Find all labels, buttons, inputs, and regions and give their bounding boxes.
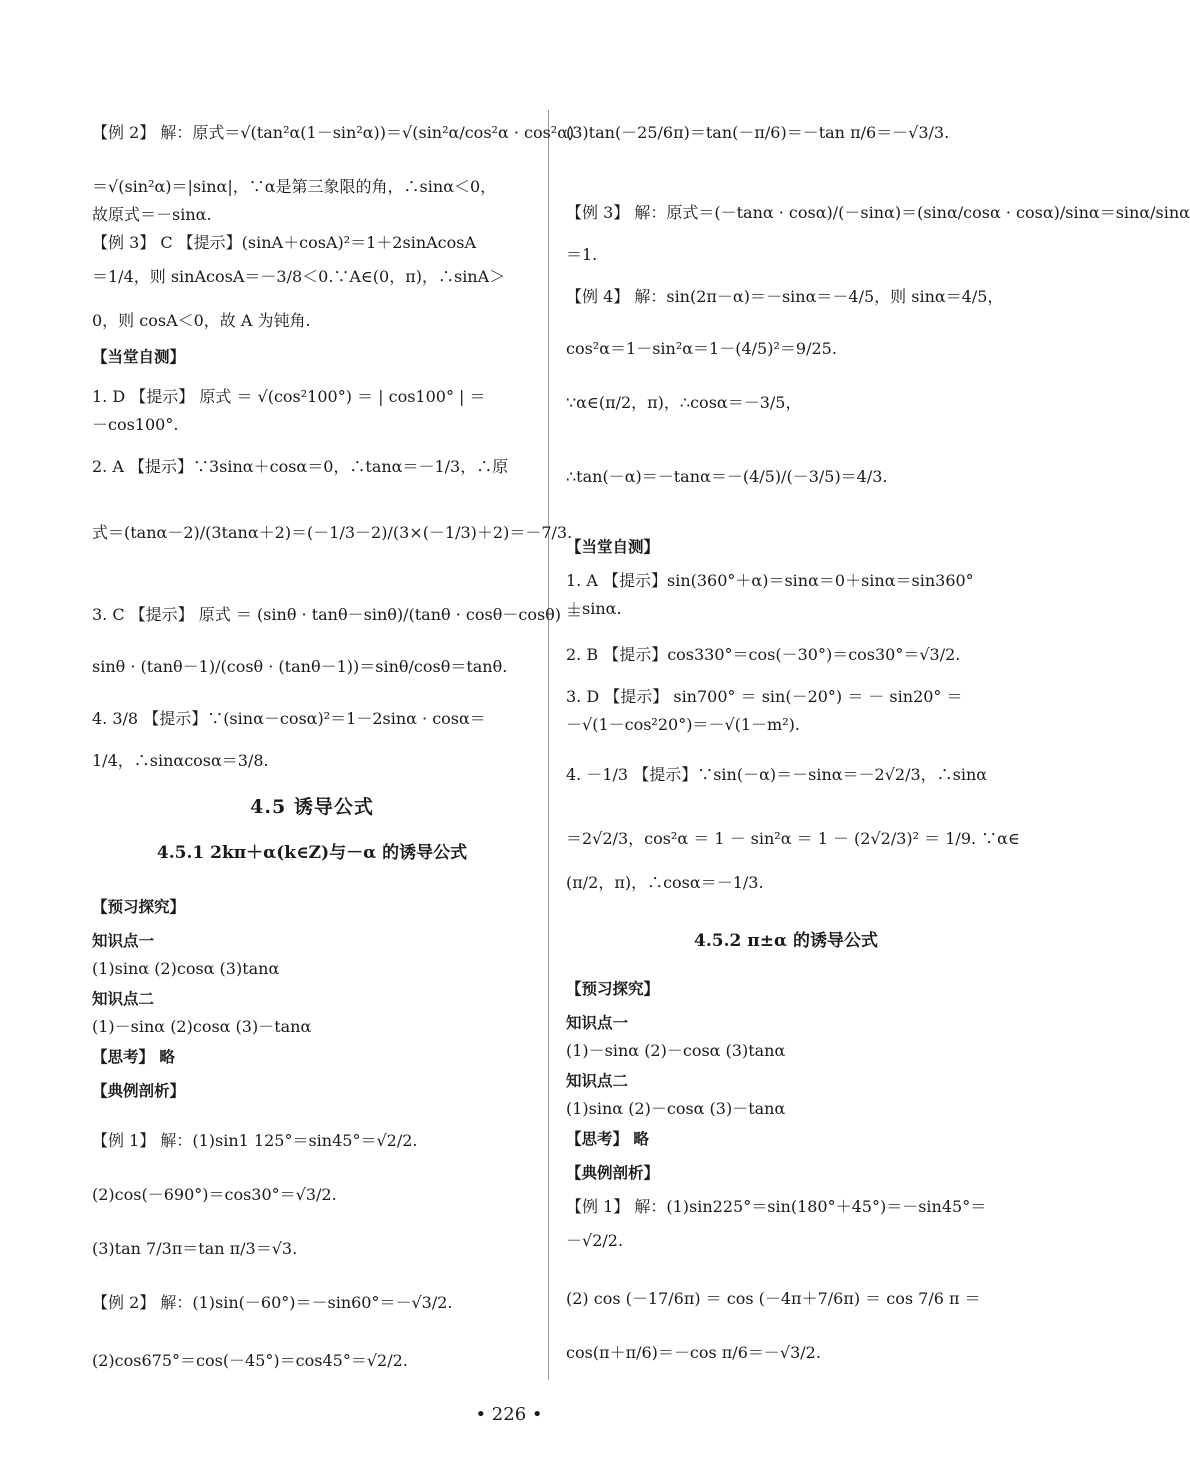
right-line-1: 【例 3】 解：原式＝(－tanα · cosα)/(－sinα)＝(sinα/cosα · cosα)/sinα＝sinα/sinα [566, 203, 1190, 222]
left-line-14: 1/4，∴sinαcosα＝3/8. [92, 751, 269, 770]
left-line-19: (1)sinα (2)cosα (3)tanα [92, 959, 280, 978]
right-line-24: 【例 1】 解：(1)sin225°＝sin(180°＋45°)＝－sin45°＝ [566, 1197, 987, 1216]
left-line-4: ＝1/4，则 sinAcosA＝－3/8＜0.∵A∈(0，π)，∴sinA＞ [92, 267, 506, 286]
left-line-7: 1. D 【提示】 原式 ＝ √(cos²100°) ＝ | cos100° | ＝ [92, 387, 486, 406]
right-line-4: cos²α＝1－sin²α＝1－(4/5)²＝9/25. [566, 339, 837, 358]
left-line-3: 【例 3】 C 【提示】(sinA＋cosA)²＝1＋2sinAcosA [92, 233, 477, 252]
left-line-5: 0，则 cosA＜0，故 A 为钝角. [92, 311, 311, 330]
left-line-23: 【典例剖析】 [92, 1082, 186, 1100]
right-line-18: 知识点一 [566, 1014, 629, 1032]
right-line-26: (2) cos (－17/6π) ＝ cos (－4π＋7/6π) ＝ cos 7/6 π ＝ [566, 1289, 981, 1308]
right-line-14: ＝2√2/3，cos²α ＝ 1 － sin²α ＝ 1 － (2√2/3)² ＝ 1/9. ∵α∈ [566, 829, 1020, 848]
right-line-8: 1. A 【提示】sin(360°＋α)＝sinα＝0＋sinα＝sin360° [566, 571, 974, 590]
left-line-21: (1)－sinα (2)cosα (3)－tanα [92, 1017, 312, 1036]
left-line-28: (2)cos675°＝cos(－45°)＝cos45°＝√2/2. [92, 1351, 408, 1370]
right-line-3: 【例 4】 解：sin(2π－α)＝－sinα＝－4/5，则 sinα＝4/5， [566, 287, 1004, 306]
left-line-12: sinθ · (tanθ－1)/(cosθ · (tanθ－1))＝sinθ/cosθ＝tanθ. [92, 657, 508, 676]
left-line-1: ＝√(sin²α)＝|sinα|，∵α是第三象限的角，∴sinα＜0， [92, 177, 497, 196]
right-line-10: 2. B 【提示】cos330°＝cos(－30°)＝cos30°＝√3/2. [566, 645, 961, 664]
right-line-2: ＝1. [566, 245, 598, 264]
left-line-22: 【思考】 略 [92, 1048, 175, 1066]
left-line-16: 4.5.1 2kπ＋α(k∈Z)与－α 的诱导公式 [156, 843, 468, 863]
right-line-0: (3)tan(－25/6π)＝tan(－π/6)＝－tan π/6＝－√3/3. [566, 123, 950, 142]
left-line-9: 2. A 【提示】∵3sinα＋cosα＝0，∴tanα＝－1/3，∴原 [92, 457, 509, 476]
right-line-27: cos(π＋π/6)＝－cos π/6＝－√3/2. [566, 1343, 821, 1362]
right-line-6: ∴tan(－α)＝－tanα＝－(4/5)/(－3/5)＝4/3. [566, 467, 888, 486]
left-line-18: 知识点一 [92, 932, 155, 950]
right-line-23: 【典例剖析】 [566, 1164, 660, 1182]
left-line-26: (3)tan 7/3π＝tan π/3＝√3. [92, 1239, 298, 1258]
right-line-7: 【当堂自测】 [566, 538, 660, 556]
right-line-13: 4. －1/3 【提示】∵sin(－α)＝－sinα＝－2√2/3，∴sinα [566, 765, 988, 784]
right-line-19: (1)－sinα (2)－cosα (3)tanα [566, 1041, 786, 1060]
column-divider [548, 110, 549, 1380]
left-line-27: 【例 2】 解：(1)sin(－60°)＝－sin60°＝－√3/2. [92, 1293, 453, 1312]
left-line-13: 4. 3/8 【提示】∵(sinα－cosα)²＝1－2sinα · cosα＝ [92, 709, 486, 728]
page-number: • 226 • [475, 1404, 543, 1425]
left-line-11: 3. C 【提示】 原式 ＝ (sinθ · tanθ－sinθ)/(tanθ · cosθ－cosθ) ＝ [92, 605, 583, 624]
right-line-17: 【预习探究】 [566, 980, 660, 998]
left-line-0: 【例 2】 解：原式＝√(tan²α(1－sin²α))＝√(sin²α/cos²α · cos²α) [92, 123, 575, 142]
left-line-15: 4.5 诱导公式 [250, 796, 374, 818]
right-line-11: 3. D 【提示】 sin700° ＝ sin(－20°) ＝ － sin20° ＝ [566, 687, 963, 706]
left-line-20: 知识点二 [92, 990, 155, 1008]
right-line-22: 【思考】 略 [566, 1130, 649, 1148]
left-line-10: 式＝(tanα－2)/(3tanα＋2)＝(－1/3－2)/(3×(－1/3)＋2)＝－7/3. [92, 523, 573, 542]
right-line-25: －√2/2. [566, 1231, 624, 1250]
left-line-24: 【例 1】 解：(1)sin1 125°＝sin45°＝√2/2. [92, 1131, 418, 1150]
left-line-2: 故原式＝－sinα. [92, 205, 212, 224]
right-line-16: 4.5.2 π±α 的诱导公式 [694, 931, 878, 951]
right-line-12: －√(1－cos²20°)＝－√(1－m²). [566, 715, 800, 734]
right-line-15: (π/2，π)，∴cosα＝－1/3. [566, 873, 764, 892]
right-line-5: ∵α∈(π/2，π)，∴cosα＝－3/5， [566, 393, 802, 412]
right-line-21: (1)sinα (2)－cosα (3)－tanα [566, 1099, 786, 1118]
right-line-20: 知识点二 [566, 1072, 629, 1090]
left-line-6: 【当堂自测】 [92, 348, 186, 366]
left-line-17: 【预习探究】 [92, 898, 186, 916]
left-line-8: －cos100°. [92, 415, 179, 434]
right-line-9: ＋sinα. [566, 599, 622, 618]
left-line-25: (2)cos(－690°)＝cos30°＝√3/2. [92, 1185, 337, 1204]
